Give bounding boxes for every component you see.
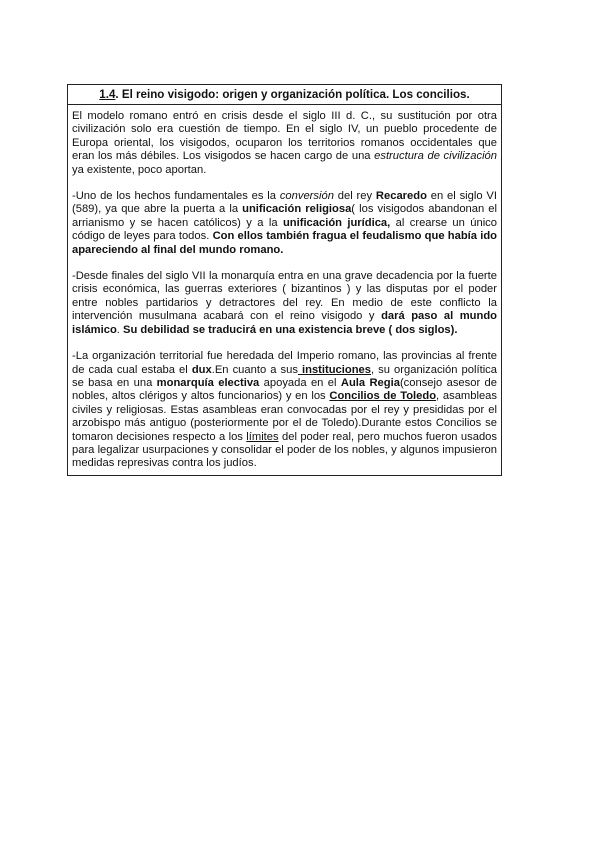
text-run: del rey [333, 190, 376, 203]
text-run: al crearse un único código de leyes para todos. [72, 216, 498, 243]
text-run: -La organización territorial fue heredada del Imperio romano, las provincias al frente de cada cual estaba el [72, 350, 497, 376]
underline-run: límites [246, 430, 279, 443]
text-run: (consejo asesor de nobles, altos clérigos y altos funcionarios) y en los [72, 376, 498, 403]
text-run: ya existente, poco aportan. [72, 163, 207, 176]
bold-run: monarquía electiva [156, 376, 260, 389]
bold-run: dará paso al mundo islámico [72, 310, 497, 336]
text-run: , su organización política se basa en una [72, 363, 497, 389]
italic-run: conversión [279, 190, 334, 203]
text-run: .En cuanto a sus [211, 363, 298, 376]
content-box [67, 84, 502, 476]
italic-run: estructura de civilización [374, 150, 497, 163]
paragraph-4 [72, 350, 497, 471]
bold-run: Recaredo [375, 190, 427, 203]
text-run: apoyada en el [259, 376, 341, 389]
text-run: ( los visigodos abandonan el arrianismo y se hacen católicos) y a la [72, 203, 498, 229]
paragraph-2 [72, 190, 497, 257]
bold-run: dux [191, 363, 212, 376]
bold-run: Su debilidad se traducirá en una existencia breve ( dos siglos). [123, 323, 458, 336]
section-title [68, 85, 501, 105]
text-run: , asambleas civiles y religiosas. Estas asambleas eran convocadas por el rey y presididas por el arzobispo más antiguo (posteriormente por el de Toledo).Durante estos Concilios se tomaron decisiones respecto a los [72, 390, 497, 443]
text-run: -Desde finales del siglo VII la monarquía entra en una grave decadencia por la fuerte crisis económica, las guerras exteriores ( bizantinos ) y las disputas por el poder entre nobles partidarios y detractores del rey. En medio de este conflicto la intervención musulmana acabará con el reino visigodo y [72, 270, 497, 323]
bold-underline-run: instituciones [297, 363, 371, 376]
bold-run: unificación jurídica, [282, 216, 391, 229]
text-run: del poder real, pero muchos fueron usados para legalizar usurpaciones y consolidar el poder de los nobles, y algunos impusieron medidas represivas contra los judíos. [72, 430, 497, 470]
text-run: -Uno de los hechos fundamentales es la [72, 190, 280, 203]
bold-run: Con ellos también fragua el feudalismo que había ido apareciendo al final del mundo romano. [72, 230, 498, 256]
bold-run: unificación religiosa [242, 203, 352, 216]
section-title-text: . El reino visigodo: origen y organización política. Los concilios. [115, 88, 470, 101]
text-run: . [116, 323, 123, 336]
paragraph-3 [72, 270, 497, 337]
bold-underline-run: Concilios de Toledo [329, 390, 437, 403]
section-number: 1.4 [99, 88, 116, 101]
paragraph-1 [72, 110, 497, 177]
bold-run: Aula Regia [340, 376, 400, 389]
text-run: El modelo romano entró en crisis desde el siglo III d. C., su sustitución por otra civilización solo era cuestión de tiempo. En el siglo IV, un pueblo procedente de Europa oriental, los visigodos, ocuparon los territorios romanos occidentales que eran los más débiles. Los visigodos se hacen cargo de una [72, 110, 497, 163]
section-body [68, 105, 501, 475]
text-run: en el siglo VI (589), ya que abre la puerta a la [72, 190, 497, 216]
